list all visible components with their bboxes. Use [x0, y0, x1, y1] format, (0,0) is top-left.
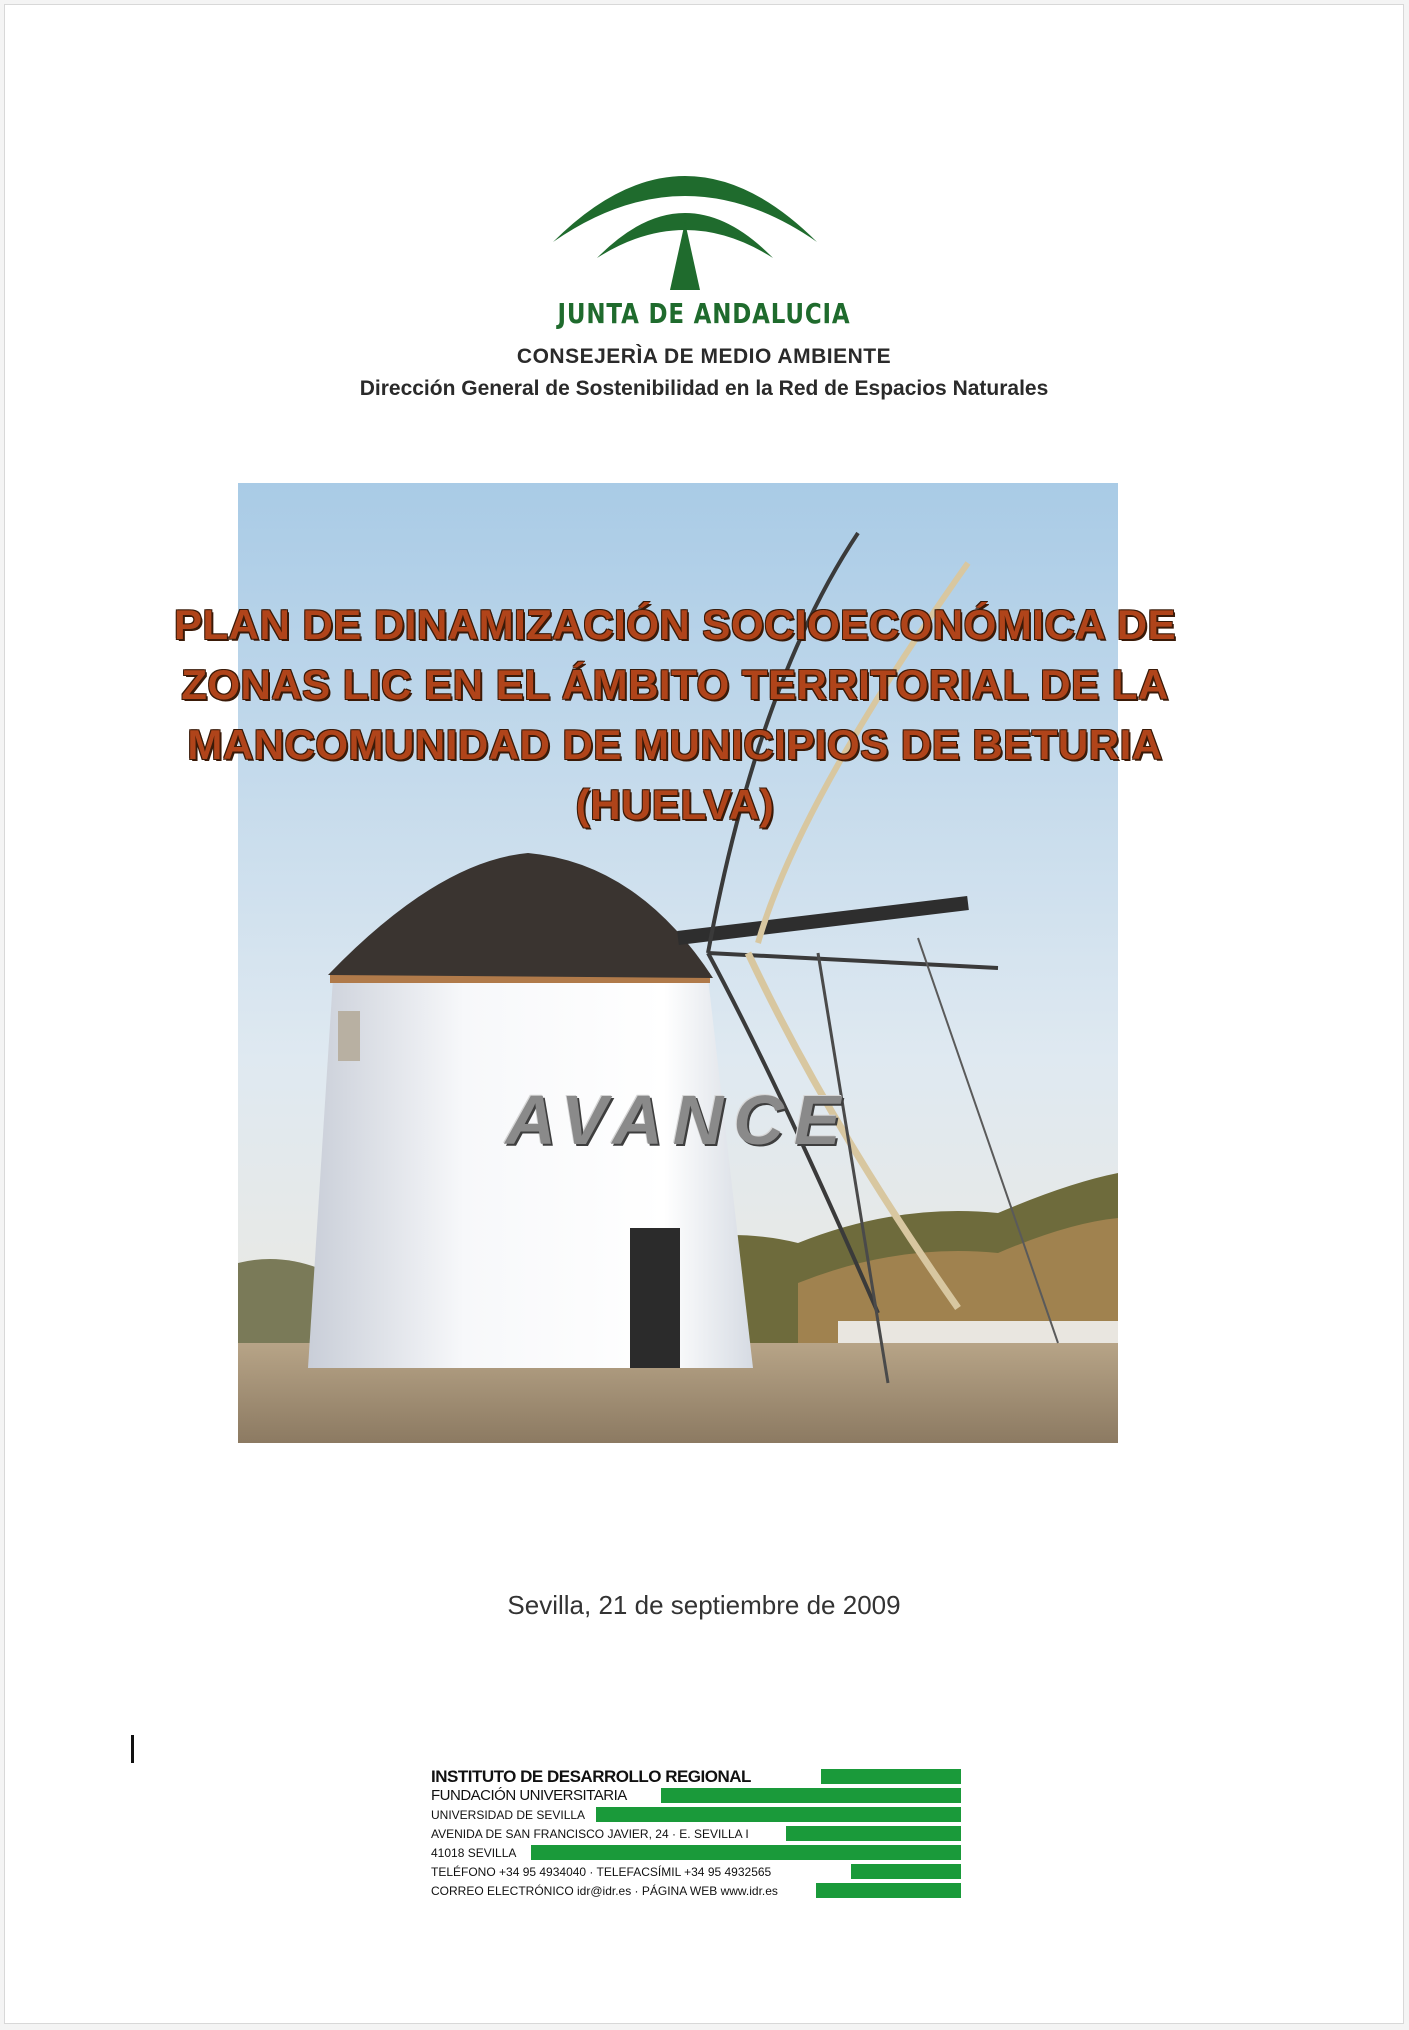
- document-title: [115, 595, 1235, 835]
- arc-logo-icon: [545, 130, 825, 300]
- footer-line: FUNDACIÓN UNIVERSITARIA: [431, 1786, 961, 1805]
- document-page: [4, 4, 1404, 2024]
- direccion-heading: Dirección General de Sostenibilidad en la Red de Espacios Naturales: [359, 377, 1049, 400]
- document-date: Sevilla, 21 de septiembre de 2009: [507, 1590, 901, 1620]
- title-line: MANCOMUNIDAD DE MUNICIPIOS DE BETURIA: [187, 721, 1163, 768]
- footer-line: INSTITUTO DE DESARROLLO REGIONAL: [431, 1767, 961, 1786]
- consejeria-heading: CONSEJERÌA DE MEDIO AMBIENTE: [516, 345, 892, 368]
- title-line: ZONAS LIC EN EL ÁMBITO TERRITORIAL DE LA: [181, 661, 1169, 708]
- text-cursor: [131, 1735, 134, 1763]
- title-line: PLAN DE DINAMIZACIÓN SOCIOECONÓMICA DE: [173, 601, 1177, 648]
- footer-line: 41018 SEVILLA: [431, 1843, 961, 1862]
- footer-line: TELÉFONO +34 95 4934040 · TELEFACSÍMIL +34 95 4932565: [431, 1862, 961, 1881]
- avance-stamp: AVANCE: [505, 1081, 851, 1159]
- footer-line: CORREO ELECTRÓNICO idr@idr.es · PÁGINA WEB www.idr.es: [431, 1881, 961, 1900]
- footer-line: AVENIDA DE SAN FRANCISCO JAVIER, 24 · E. SEVILLA I: [431, 1824, 961, 1843]
- junta-de-andalucia-logo: [545, 130, 825, 300]
- footer-line: UNIVERSIDAD DE SEVILLA: [431, 1805, 961, 1824]
- idr-footer-block: [431, 1767, 961, 1907]
- title-line: (HUELVA): [575, 781, 775, 828]
- org-name: JUNTA DE ANDALUCIA: [557, 297, 851, 330]
